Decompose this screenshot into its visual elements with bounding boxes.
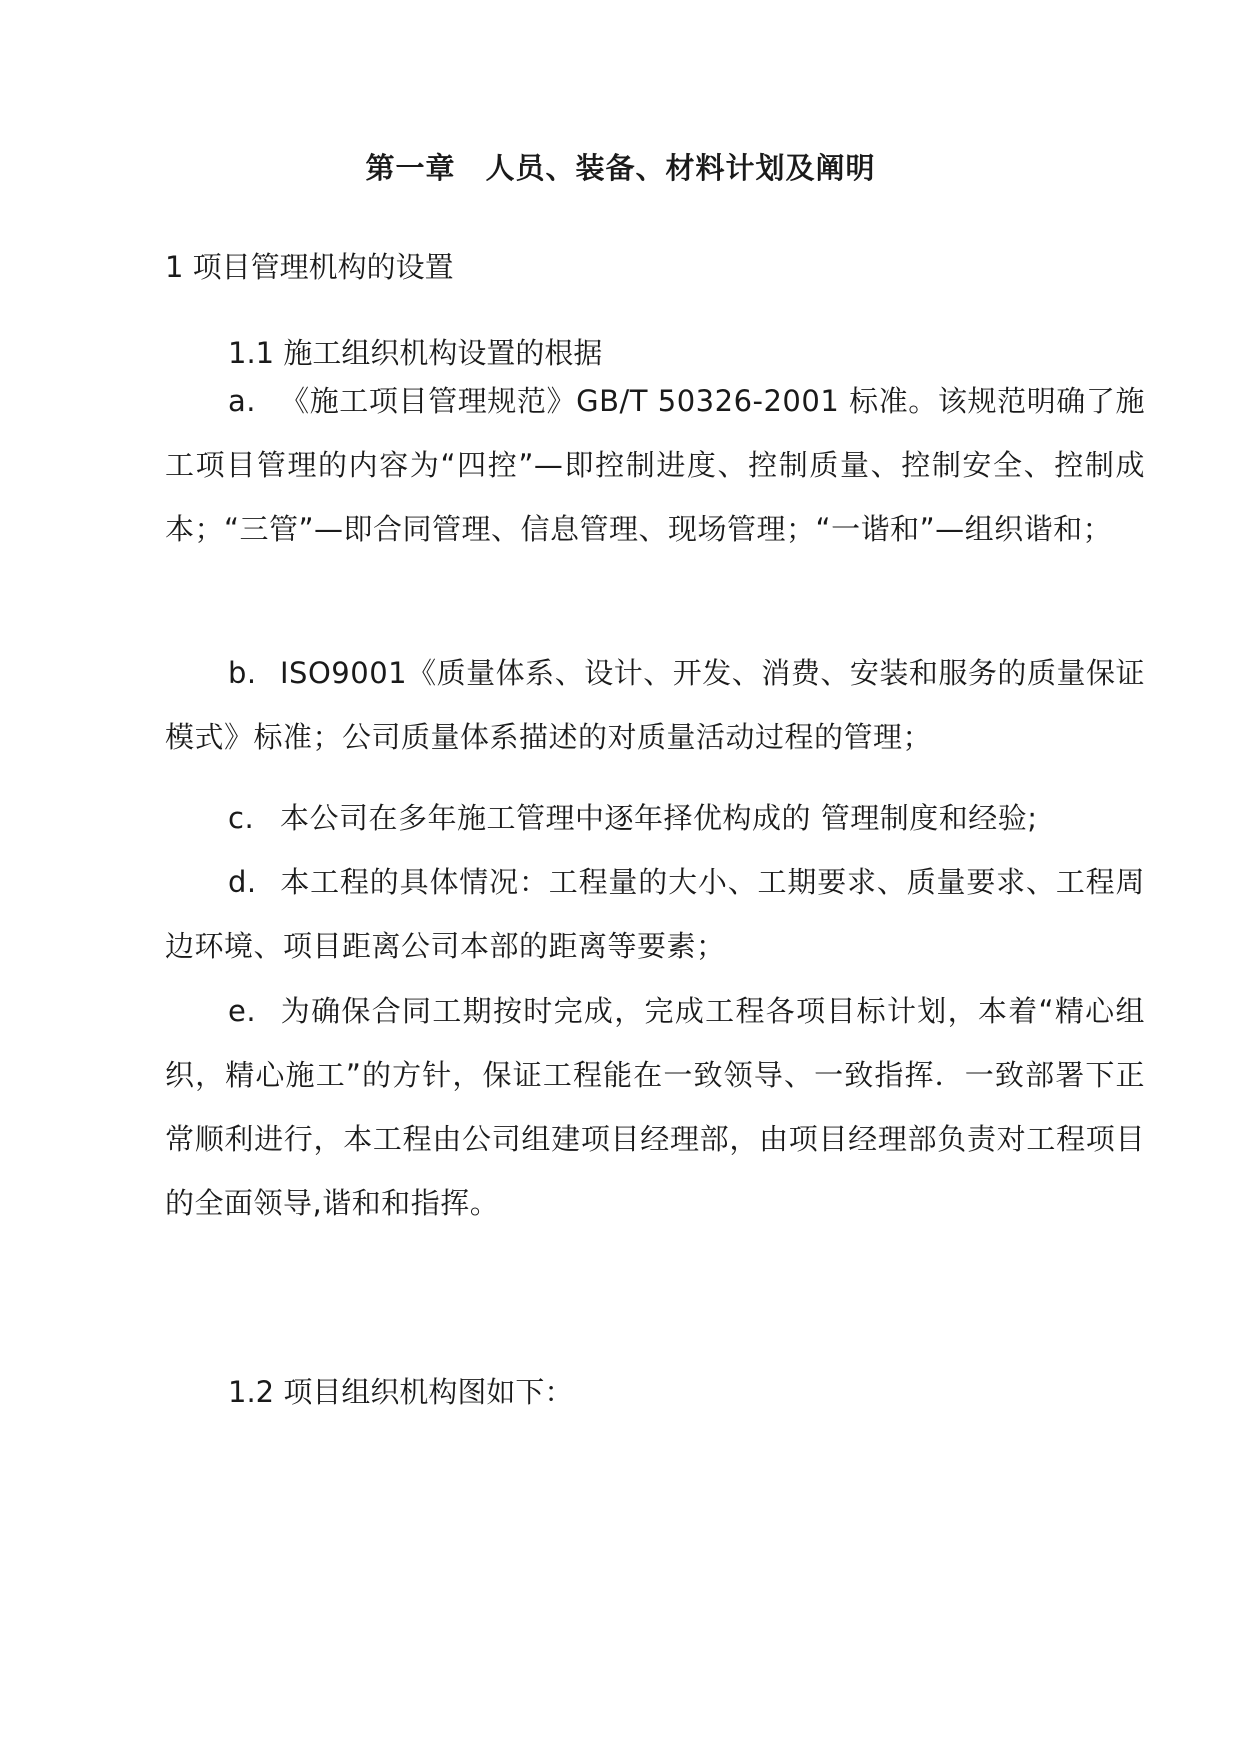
list-item-label: d. [228,865,257,899]
section-1-2-heading: 1.2 项目组织机构图如下： [228,1375,574,1409]
list-item-label: a. [228,384,256,418]
chapter-title-text: 人员、装备、材料计划及阐明 [485,151,876,185]
list-item-a [165,369,1145,561]
list-item-label: e. [228,994,257,1028]
list-item-c [165,786,1145,850]
list-item-text: 本工程的具体情况：工程量的大小、工期要求、质量要求、工程周边环境、项目距离公司本部的距离等要素； [165,865,1145,963]
list-item-text: 《施工项目管理规范》GB/T 50326-2001 标准。该规范明确了施工项目管理的内容为“四控”—即控制进度、控制质量、控制安全、控制成本；“三管”—即合同管理、信息管理、现场管理；“一谐和”—组织谐和； [165,384,1145,546]
list-item-text: 为确保合同工期按时完成，完成工程各项目标计划，本着“精心组织，精心施工”的方针，保证工程能在一致领导、一致指挥．一致部署下正常顺利进行，本工程由公司组建项目经理部，由项目经理部负责对工程项目的全面领导,谐和和指挥。 [165,994,1145,1220]
list-item-label: b. [228,656,257,690]
section-1-1-heading: 1.1 施工组织机构设置的根据 [228,336,603,370]
section-1-heading: 1 项目管理机构的设置 [165,250,454,284]
chapter-title [0,148,1241,188]
list-item-b [165,641,1145,769]
list-item-text: 本公司在多年施工管理中逐年择优构成的 管理制度和经验; [280,801,1038,835]
list-item-d [165,850,1145,978]
chapter-number: 第一章 [365,151,456,185]
list-item-e [165,979,1145,1235]
list-item-text: ISO9001《质量体系、设计、开发、消费、安装和服务的质量保证模式》标准；公司质量体系描述的对质量活动过程的管理； [165,656,1145,754]
list-item-label: c. [228,801,255,835]
